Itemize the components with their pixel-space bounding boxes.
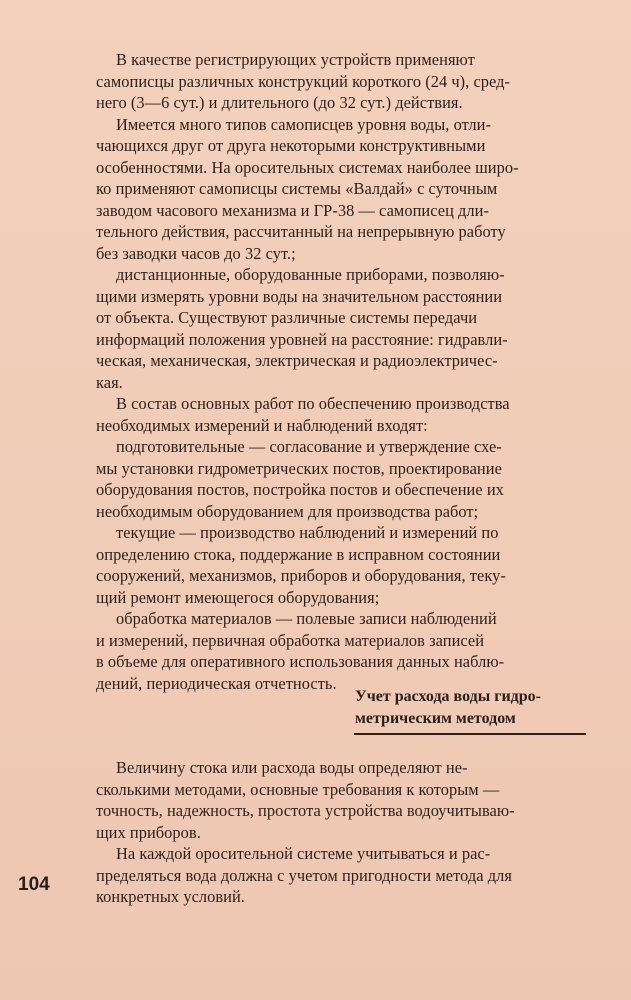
text-line: мы установки гидрометрических постов, проектирование bbox=[96, 458, 502, 478]
text-line: ко применяют самописцы системы «Валдай» с суточным bbox=[96, 179, 498, 198]
text-line: На каждой оросительной системе учитываться и рас- bbox=[116, 844, 491, 863]
text-line: пределяться вода должна с учетом пригодности метода для bbox=[96, 865, 512, 885]
text-line: информаций положения уровней на расстояние: гидравли- bbox=[96, 329, 508, 349]
section-heading bbox=[355, 686, 541, 730]
text-line: особенностями. На оросительных системах наиболее широ- bbox=[96, 157, 519, 177]
text-line: сколькими методами, основные требования к которым — bbox=[96, 779, 500, 799]
page-number: 104 bbox=[18, 874, 50, 895]
text-line: от объекта. Существуют различные системы передачи bbox=[96, 308, 478, 327]
text-line: чающихся друг от друга некоторыми конструктивными bbox=[96, 136, 486, 155]
section-heading-line-1: Учет расхода воды гидро- bbox=[355, 688, 541, 705]
text-line: тельного действия, рассчитанный на непрерывную работу bbox=[96, 222, 506, 241]
text-line: точность, надежность, простота устройства водоучитываю- bbox=[96, 801, 515, 820]
text-line: без заводки часов до 32 сут.; bbox=[96, 243, 296, 263]
text-line: щими измерять уровни воды на значительном расстоянии bbox=[96, 286, 503, 306]
text-line: необходимым оборудованием для производства работ; bbox=[96, 501, 479, 521]
text-line: определению стока, поддержание в исправном состоянии bbox=[96, 544, 501, 564]
text-line: оборудования постов, постройка постов и обеспечение их bbox=[96, 480, 504, 499]
text-line: дистанционные, оборудованные приборами, позволяю- bbox=[116, 265, 505, 284]
heading-underline bbox=[354, 733, 586, 735]
text-line: в объеме для оперативного использования данных наблю- bbox=[96, 652, 505, 671]
text-line: конкретных условий. bbox=[96, 887, 245, 906]
text-line: щий ремонт имеющегося оборудования; bbox=[96, 587, 380, 607]
text-line: дений, периодическая отчетность. bbox=[96, 673, 337, 693]
text-line: Имеется много типов самописцев уровня воды, отли- bbox=[116, 114, 491, 134]
text-line: кая. bbox=[96, 372, 123, 392]
text-line: щих приборов. bbox=[96, 822, 201, 842]
text-line: В качестве регистрирующих устройств применяют bbox=[116, 50, 475, 69]
text-line: сооружений, механизмов, приборов и оборудования, теку- bbox=[96, 566, 506, 585]
text-line: и измерений, первичная обработка материалов записей bbox=[96, 630, 485, 650]
text-line: подготовительные — согласование и утверждение схе- bbox=[116, 437, 502, 456]
section-heading-line-2: метрическим методом bbox=[355, 710, 516, 727]
text-line: необходимых измерений и наблюдений входят: bbox=[96, 415, 428, 435]
text-line: обработка материалов — полевые записи наблюдений bbox=[116, 609, 497, 628]
text-line: него (3—6 сут.) и длительного (до 32 сут.) действия. bbox=[96, 93, 463, 112]
text-line: самописцы различных конструкций короткого (24 ч), сред- bbox=[96, 71, 511, 91]
text-line: заводом часового механизма и ГР-38 — самописец дли- bbox=[96, 200, 489, 220]
text-line: текущие — производство наблюдений и измерений по bbox=[116, 523, 499, 542]
text-line: Величину стока или расхода воды определяют не- bbox=[116, 758, 468, 777]
text-line: ческая, механическая, электрическая и радиоэлектричес- bbox=[96, 351, 498, 370]
text-line: В состав основных работ по обеспечению производства bbox=[116, 394, 510, 413]
